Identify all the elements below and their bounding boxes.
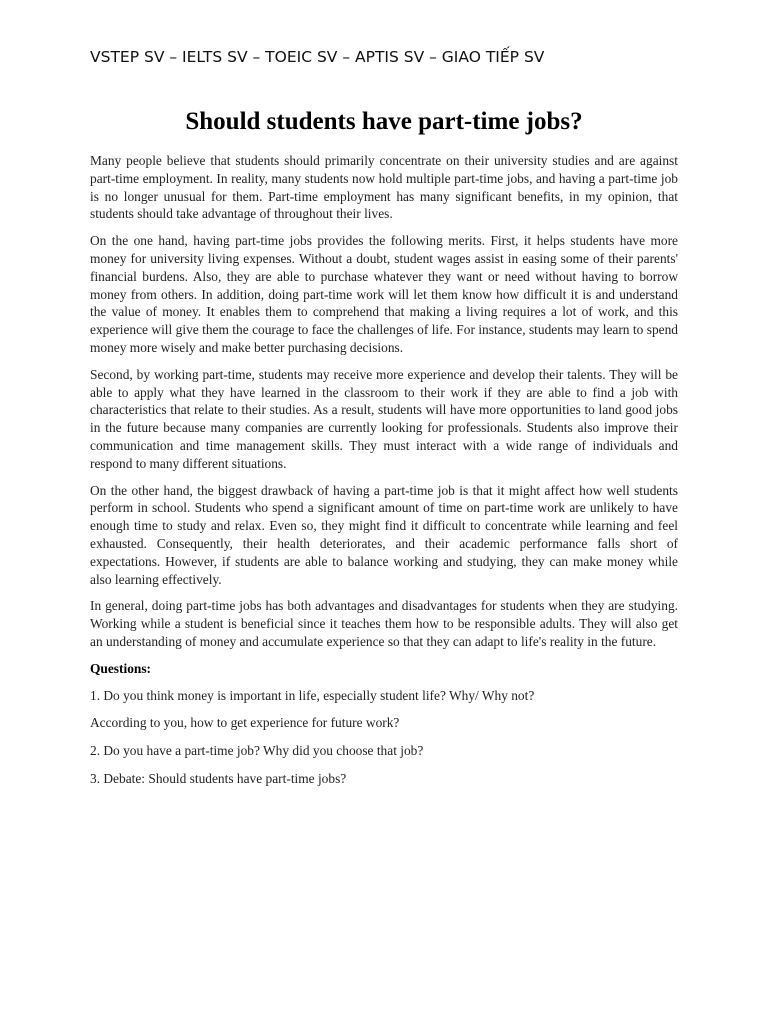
questions-heading: Questions: — [90, 660, 152, 676]
document-body — [90, 152, 678, 798]
question-item: 2. Do you have a part-time job? Why did you choose that job? — [90, 743, 424, 759]
paragraph-experience: Second, by working part-time, students may receive more experience and develop their talents. They will be able to apply what they have learned in the classroom to their work if they are able to find a job with characteristics that relate to their studies. As a result, students will have more opportunities to land good jobs in the future because many companies are currently looking for professionals. Students also improve their communication and time management skills. They must interact with a wide range of individuals and respond to many different situations. — [90, 366, 678, 471]
paragraph-conclusion: In general, doing part-time jobs has both advantages and disadvantages for students when they are studying. Working while a student is beneficial since it teaches them how to be responsible adults. They will also get an understanding of money and accumulate experience so that they can adapt to life's reality in the future. — [90, 598, 678, 649]
document-title: Should students have part-time jobs? — [185, 108, 583, 135]
question-item: 3. Debate: Should students have part-time jobs? — [90, 770, 347, 786]
paragraph-merits: On the one hand, having part-time jobs provides the following merits. First, it helps students have more money for university living expenses. Without a doubt, student wages assist in easing some of their parents' financial burdens. Also, they are able to purchase whatever they want or need without having to borrow money from others. In addition, doing part-time work will let them know how difficult it is and understand the value of money. It enables them to comprehend that making a living requires a lot of work, and this experience will give them the courage to face the challenges of life. For instance, students may learn to spend money more wisely and make better purchasing decisions. — [90, 233, 678, 355]
paragraph-drawback: On the other hand, the biggest drawback of having a part-time job is that it might affect how well students perform in school. Students who spend a significant amount of time on part-time work are unlikely to have enough time to study and relax. Even so, they might find it difficult to concentrate while learning and feel exhausted. Consequently, their health deteriorates, and their academic performance falls short of expectations. However, if students are able to balance working and studying, they can make money while also learning effectively. — [90, 482, 678, 587]
question-item: 1. Do you think money is important in life, especially student life? Why/ Why not? — [90, 687, 535, 703]
question-item: According to you, how to get experience for future work? — [90, 715, 400, 731]
page-header: VSTEP SV – IELTS SV – TOEIC SV – APTIS SV – GIAO TIẾP SV — [90, 48, 545, 66]
paragraph-intro: Many people believe that students should primarily concentrate on their university studies and are against part-time employment. In reality, many students now hold multiple part-time jobs, and having a part-time job is no longer unusual for them. Part-time employment has many significant benefits, in my opinion, that students should take advantage of throughout their lives. — [90, 153, 678, 222]
